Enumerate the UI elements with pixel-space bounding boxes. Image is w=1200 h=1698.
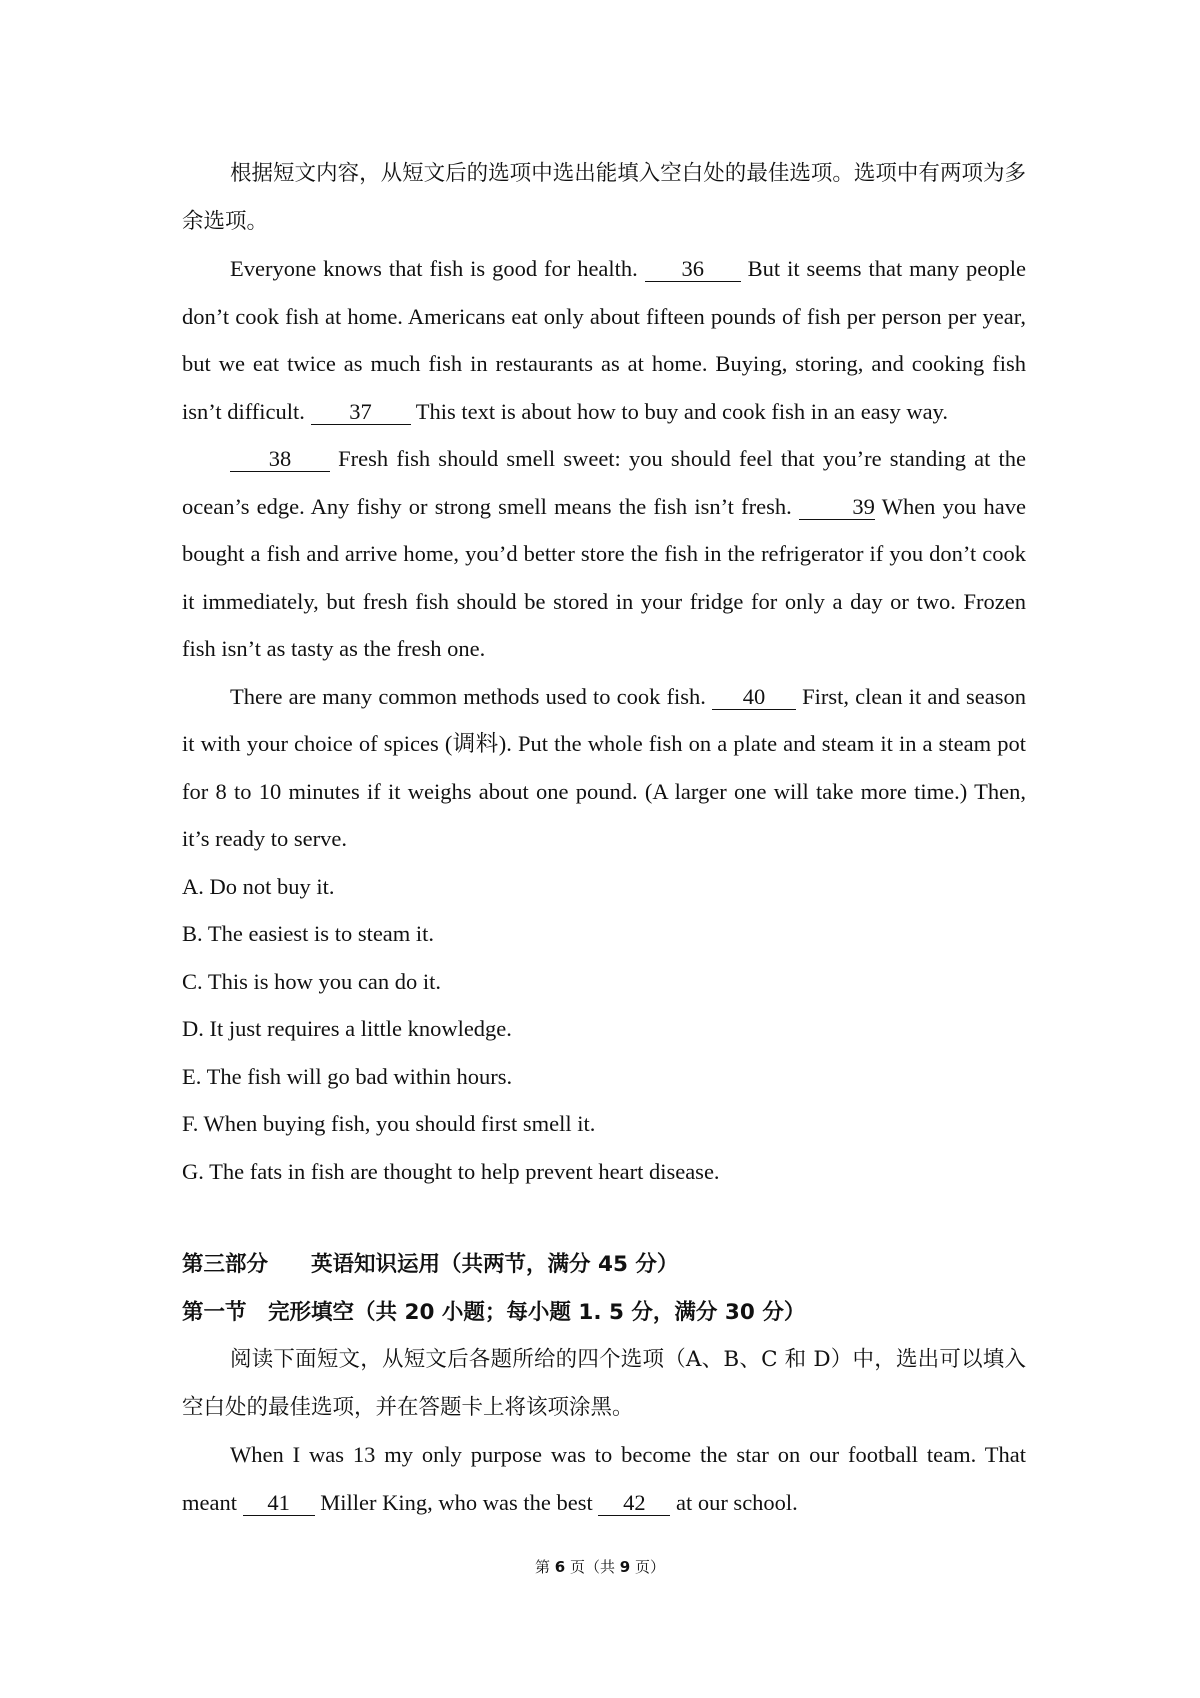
task-instructions: 根据短文内容，从短文后的选项中选出能填入空白处的最佳选项。选项中有两项为多余选项。: [182, 161, 1026, 234]
passage-text: There are many common methods used to cook fish.: [230, 683, 706, 709]
option-e: E. The fish will go bad within hours.: [182, 1063, 513, 1089]
option-c: C. This is how you can do it.: [182, 968, 441, 994]
blank-40: 40: [712, 685, 796, 710]
page-content: [182, 150, 1026, 1526]
blank-38: 38: [230, 447, 330, 472]
page-number: 6: [554, 1558, 566, 1576]
blank-39: 39: [799, 495, 875, 520]
blank-42: 42: [598, 1491, 670, 1516]
footer-suffix: 页）: [635, 1558, 666, 1576]
blank-37: 37: [311, 400, 411, 425]
cloze-passage-paragraph-1: [182, 1431, 1026, 1526]
footer-prefix: 第: [534, 1558, 550, 1576]
section-one-heading: 第一节 完形填空（共 20 小题；每小题 1. 5 分，满分 30 分）: [182, 1299, 806, 1325]
passage-text: When I was 13 my only purpose was to become the star on our football team. That meant: [182, 1442, 1026, 1515]
option-f: F. When buying fish, you should first smell it.: [182, 1111, 596, 1136]
passage-text: at our school.: [675, 1489, 798, 1515]
passage-paragraph-2: [182, 435, 1026, 673]
option-a: A. Do not buy it.: [182, 873, 335, 899]
option-b: B. The easiest is to steam it.: [182, 921, 435, 946]
part-three-heading: 第三部分 英语知识运用（共两节，满分 45 分）: [182, 1252, 679, 1277]
blank-36: 36: [645, 257, 741, 282]
total-pages: 9: [619, 1558, 631, 1576]
passage-text: First, clean it and season it with your choice of spices (调料). Put the whole fish on a plate and steam it in a steam pot for 8 to 10 minutes if it weighs about one pound. (A larger one will take more time.) Then, it’s ready to serve.: [182, 683, 1026, 851]
passage-text: When you have bought a fish and arrive home, you’d better store the fish in the refrigerator if you don’t cook it immediately, but fresh fish should be stored in your fridge for only a day or two. Frozen fish isn’t as tasty as the fresh one.: [182, 493, 1027, 661]
passage-text: But it seems that many people don’t cook fish at home. Americans eat only about fifteen pounds of fish per person per year, but we eat twice as much fish in restaurants as at home. Buying, storing, and cooking fish isn’t difficult.: [182, 256, 1027, 424]
passage-paragraph-3: [182, 673, 1026, 863]
passage-text: Fresh fish should smell sweet: you should feel that you’re standing at the ocean’s edge. Any fishy or strong smell means the fish isn’t fresh.: [182, 446, 1027, 519]
option-g: G. The fats in fish are thought to help prevent heart disease.: [182, 1158, 720, 1184]
passage-paragraph-1: [182, 245, 1026, 435]
blank-41: 41: [243, 1491, 315, 1516]
passage-text: Everyone knows that fish is good for health.: [230, 256, 638, 281]
cloze-instructions: 阅读下面短文，从短文后各题所给的四个选项（A、B、C 和 D）中，选出可以填入空白处的最佳选项，并在答题卡上将该项涂黑。: [182, 1347, 1026, 1420]
section-gap: [182, 1195, 1026, 1241]
footer-middle: 页（共: [569, 1558, 615, 1576]
page-footer: [0, 1556, 1200, 1577]
passage-text: Miller King, who was the best: [320, 1489, 593, 1515]
passage-text: This text is about how to buy and cook fish in an easy way.: [415, 398, 948, 424]
option-d: D. It just requires a little knowledge.: [182, 1016, 512, 1041]
option-list: [182, 863, 1026, 1196]
